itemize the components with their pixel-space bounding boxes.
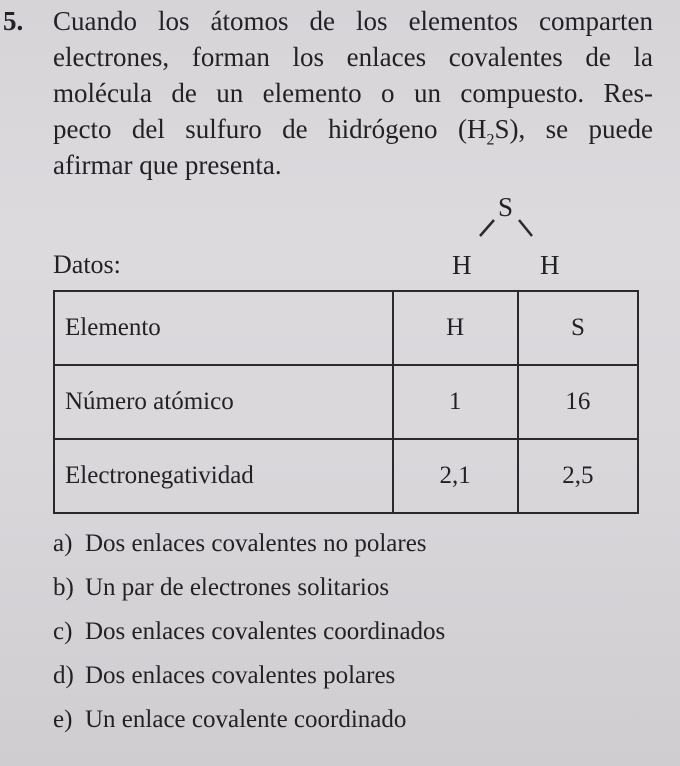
table-row bbox=[54, 291, 638, 365]
datos-label: Datos: bbox=[53, 250, 121, 279]
table-cell-value: 2,5 bbox=[518, 439, 638, 513]
question-number: 5. bbox=[3, 6, 24, 36]
option-text: Un enlace covalente coordinado bbox=[85, 706, 407, 733]
option-text: Dos enlaces covalentes polares bbox=[85, 662, 396, 689]
hydrogen-atom-right: H bbox=[540, 250, 560, 280]
option-letter: c) bbox=[53, 618, 73, 645]
sulfur-atom: S bbox=[498, 192, 514, 222]
option-c[interactable] bbox=[53, 610, 445, 654]
bond-right bbox=[519, 220, 532, 236]
table-cell-label: Electronegatividad bbox=[54, 439, 393, 513]
question-text bbox=[53, 3, 653, 183]
h2s-structure bbox=[440, 192, 590, 292]
question-line-prefix: pecto del sulfuro de hidrógeno (H bbox=[53, 114, 487, 144]
option-b[interactable] bbox=[53, 566, 445, 610]
option-e[interactable] bbox=[53, 698, 445, 742]
option-a[interactable] bbox=[53, 522, 445, 566]
option-d[interactable] bbox=[53, 654, 445, 698]
option-letter: e) bbox=[53, 706, 73, 733]
question-line: Cuando los átomos de los elementos comparten bbox=[53, 6, 653, 36]
question-line: afirmar que presenta. bbox=[53, 150, 282, 180]
option-letter: b) bbox=[53, 574, 74, 601]
option-letter: d) bbox=[53, 662, 74, 689]
answer-options bbox=[53, 522, 445, 742]
question-line bbox=[53, 111, 653, 147]
table-cell-value: 2,1 bbox=[393, 439, 518, 513]
table-row bbox=[54, 439, 638, 513]
question-line: molécula de un elemento o un compuesto. Res- bbox=[53, 78, 653, 108]
hydrogen-atom-left: H bbox=[452, 250, 472, 280]
table-cell-header-s: S bbox=[518, 291, 638, 365]
question-line: electrones, forman los enlaces covalentes de la bbox=[53, 42, 653, 72]
bond-left bbox=[480, 220, 494, 236]
table-cell-header-h: H bbox=[393, 291, 518, 365]
option-text: Dos enlaces covalentes no polares bbox=[85, 530, 427, 557]
table-cell-label: Número atómico bbox=[54, 365, 393, 439]
option-letter: a) bbox=[53, 530, 73, 557]
table-cell-value: 16 bbox=[518, 365, 638, 439]
option-text: Dos enlaces covalentes coordinados bbox=[85, 618, 446, 645]
table-row bbox=[54, 365, 638, 439]
option-text: Un par de electrones solitarios bbox=[85, 574, 390, 601]
table-cell-value: 1 bbox=[393, 365, 518, 439]
table-cell-header-elemento: Elemento bbox=[54, 291, 393, 365]
question-line-suffix: S), se puede bbox=[494, 114, 653, 144]
h2s-subscript: 2 bbox=[486, 131, 495, 149]
data-table bbox=[53, 290, 639, 514]
